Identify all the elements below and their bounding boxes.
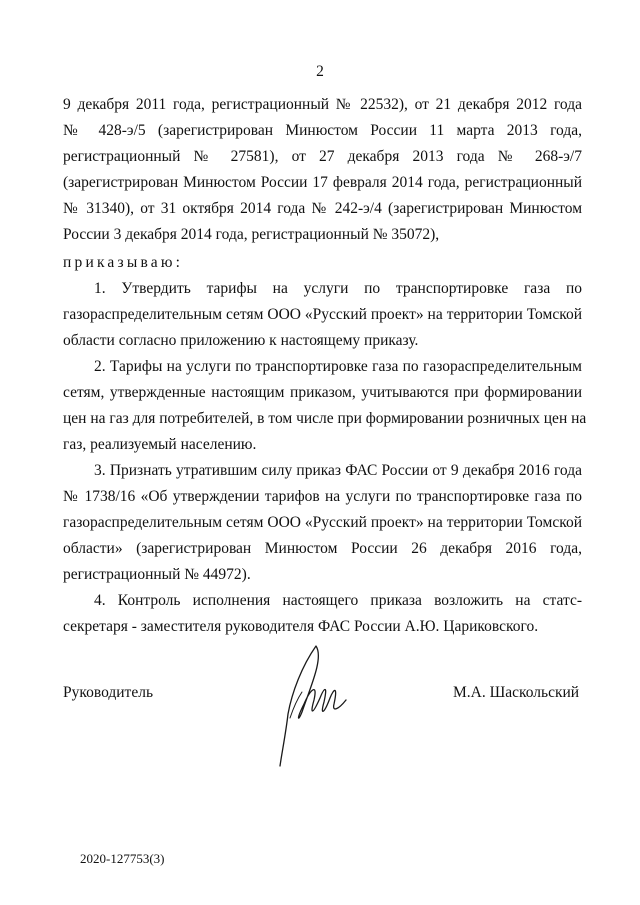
page-number: 2 — [316, 63, 324, 80]
item-3-line: регистрационный № 44972). — [63, 566, 251, 583]
order-word: приказываю: — [63, 254, 184, 271]
position-title: Руководитель — [63, 684, 154, 701]
item-2-line: сетям, утвержденные настоящим приказом, учитываются при формировании — [63, 384, 582, 401]
preamble-line: России 3 декабря 2014 года, регистрационный № 35072), — [63, 226, 440, 243]
item-4-line: 4. Контроль исполнения настоящего приказа возложить на статс- — [94, 592, 582, 609]
item-3-line: газораспределительным сетям ООО «Русский проект» на территории Томской — [63, 514, 582, 531]
signatory-name: М.А. Шаскольский — [453, 684, 580, 701]
handwritten-signature — [268, 634, 368, 774]
item-2-line: 2. Тарифы на услуги по транспортировке газа по газораспределительным — [94, 358, 582, 375]
item-1-line: 1. Утвердить тарифы на услуги по транспортировке газа по — [94, 280, 582, 297]
preamble-line: (зарегистрирован Минюстом России 17 февраля 2014 года, регистрационный — [63, 174, 582, 191]
preamble-line: № 428-э/5 (зарегистрирован Минюстом России 11 марта 2013 года, — [63, 122, 582, 139]
item-1-line: области согласно приложению к настоящему приказу. — [63, 332, 419, 349]
preamble-line: регистрационный № 27581), от 27 декабря 2013 года № 268-э/7 — [63, 148, 582, 165]
preamble-line: № 31340), от 31 октября 2014 года № 242-э/4 (зарегистрирован Минюстом — [63, 200, 582, 217]
item-2-line: цен на газ для потребителей, в том числе при формировании розничных цен на — [63, 410, 587, 427]
preamble-line: 9 декабря 2011 года, регистрационный № 22532), от 21 декабря 2012 года — [63, 96, 582, 113]
item-1-line: газораспределительным сетям ООО «Русский проект» на территории Томской — [63, 306, 582, 323]
item-3-line: 3. Признать утратившим силу приказ ФАС России от 9 декабря 2016 года — [94, 462, 582, 479]
document-code: 2020-127753(3) — [80, 851, 165, 866]
item-3-line: № 1738/16 «Об утверждении тарифов на услуги по транспортировке газа по — [63, 488, 582, 505]
item-2-line: газ, реализуемый населению. — [63, 436, 257, 453]
item-3-line: области» (зарегистрирован Минюстом России 26 декабря 2016 года, — [63, 540, 582, 557]
item-4-line: секретаря - заместителя руководителя ФАС России А.Ю. Цариковского. — [63, 618, 539, 635]
